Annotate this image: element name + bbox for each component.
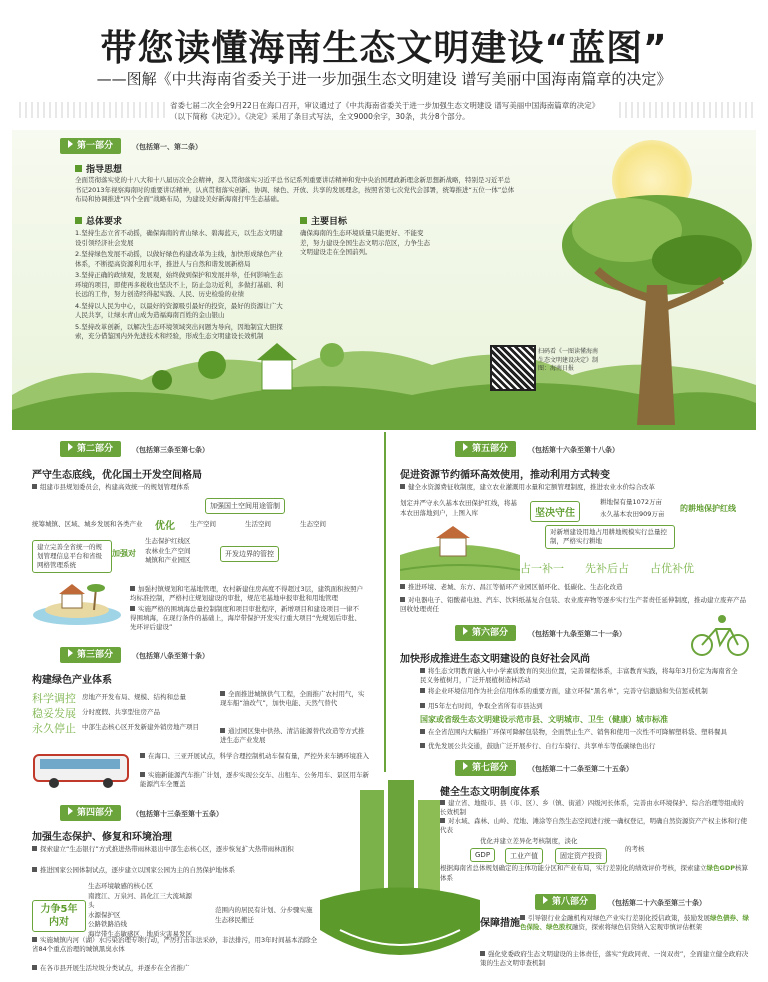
part6-chapters: （包括第十九条至第二十一条） — [528, 630, 626, 638]
heading-marker — [300, 217, 307, 224]
part8-chapters: （包括第二十六条至第三十条） — [608, 899, 706, 907]
part1-label: 第一部分 — [60, 138, 121, 154]
part6-label: 第六部分 — [455, 625, 516, 641]
page-subtitle: ——图解《中共海南省委关于进一步加强生态文明建设 谱写美丽中国海南篇章的决定》 — [96, 70, 672, 88]
page-title: 带您读懂海南生态文明建设“蓝图” — [100, 28, 668, 69]
part6-heading: 加快形成推进生态文明建设的良好社会风尚 — [400, 654, 590, 665]
part4-bullet-4 — [32, 964, 322, 973]
bullet-text: 将生态文明教育融入中小学素质教育的突出位置，完善课程体系，丰富教育实践，将每年3月份定为海南省全民义务植树月，广泛开展植树造林活动 — [420, 667, 738, 684]
flow-item: 生态空间 — [300, 520, 326, 528]
part2-label: 第二部分 — [60, 441, 121, 457]
bullet-icon — [420, 668, 425, 673]
req-item: 2.坚持绿色发展不动摇，以做好绿色构建改革为主线，加快形成绿色产业体系，不断提高资源利用水平，推进人与自然和谐发展新格局 — [75, 250, 283, 268]
flow-left: 统筹城镇、区域、城乡发展和各类产业 — [32, 520, 143, 528]
strive-list — [88, 882, 198, 939]
part3-heading: 构建绿色产业体系 — [32, 675, 112, 686]
goal-heading — [300, 214, 347, 227]
part5-bullet-1 — [400, 483, 750, 492]
part5-heading: 促进资源节约循环高效使用，推动利用方式转变 — [400, 470, 610, 481]
part3-chapters: （包括第八条至第十条） — [132, 652, 209, 660]
part4-bullet-1 — [32, 845, 332, 854]
part7-bullet-2 — [440, 817, 750, 835]
word-steady-text: 分时度假、共享型住房产品 — [82, 708, 160, 716]
bullet-text: 对水域、森林、山岭、荒地、滩涂等自然生态空间进行统一确权登记，明确自然资源资产产权主体和行使代表 — [440, 817, 747, 834]
center-divider — [384, 432, 386, 772]
req-heading — [75, 214, 122, 227]
flow-item: 生活空间 — [245, 520, 271, 528]
bullet-text: 推进环境、老城、东方、昌江等循环产业园区循环化、低碳化、生态化改造 — [408, 583, 623, 591]
strive-item: 水源保护区 — [88, 910, 121, 919]
intro-stripes-left — [15, 102, 165, 118]
bullet-icon — [140, 772, 145, 777]
word-control-text: 房地产开发布局、规模、结构和总量 — [82, 693, 186, 701]
part6-bullet-2 — [420, 687, 740, 696]
bullet-text: 实施新能源汽车推广计划，逐步实现公交车、出租车、公务用车、景区用车新能源汽车全覆盖 — [140, 771, 369, 788]
part6-bullet-5 — [420, 742, 740, 751]
redline-item: 生态保护红线区 — [145, 537, 191, 545]
bullet-icon — [440, 818, 445, 823]
part7-bullet-1 — [440, 799, 750, 817]
bullet-text: 通过园区集中供热、清洁能源替代改造等方式推进生态产业发展 — [220, 727, 365, 744]
flow-optimize: 优化 — [155, 521, 175, 532]
bullet-icon — [32, 937, 37, 942]
guide-title: 指导思想 — [86, 165, 123, 175]
req-item: 1.坚持生态立省不动摇，确保海南的青山绿水、碧海蓝天，以生态文明建设引领经济社会发展 — [75, 229, 283, 247]
strive-item: 海岸带生态敏感区、地质灾害易发区 — [88, 929, 192, 938]
bullet-text: 根据海南省总体规划确定的主体功能分区和产业布局，实行差别化的绩效评价考核，探索建立 — [440, 864, 707, 872]
occupy-box: 对新增建设用地占用耕地规模实行总量控制，严格实行耕地 — [545, 525, 675, 549]
part4-chapters: （包括第十三条至第十五条） — [132, 810, 223, 818]
bullet-text: 强化党委政府生态文明建设的主体责任，落实“党政同责、一岗双责”，全面建立健全政府决策的生态文明审查机制 — [480, 950, 749, 967]
word-stop-text: 中部生态核心区开发新建外销房地产项目 — [82, 723, 199, 731]
qr-code[interactable] — [490, 345, 536, 391]
req-list — [75, 229, 285, 342]
bullet-text: 加强村镇规划和宅基地管理，农村新建住房高度不得超过3层，建筑面积按照户均标准控制，严格村庄规划建设的审批，规范宅基地申报审批和用地管理 — [130, 585, 364, 602]
island-illustration — [32, 580, 122, 625]
part7-label: 第七部分 — [455, 760, 516, 776]
bullet-text: 在海口、三亚开展试点，科学合理控制机动车保有量，严控外来车辆环境准入 — [148, 752, 369, 760]
bullet-icon — [520, 915, 525, 920]
bullet-text: 在各市县开展生活垃圾分类试点，并逐步在全省推广 — [40, 964, 190, 972]
part7-chapters: （包括第二十二条至第二十五条） — [528, 765, 633, 773]
bullet-icon — [480, 951, 485, 956]
strive-item: 生态环境敏感的核心区 — [88, 882, 153, 890]
strive-item: 南渡江、万泉河、昌化江三大流域源头 — [88, 891, 192, 909]
guide-text: 全面贯彻落实党的十八大和十八届历次全会精神，深入贯彻落实习近平总书记系列重要讲话精神和党中央治国理政新理念新思想新战略，特别是习近平总书记2013年视察海南时的重要讲话精神，认真贯彻落实创新、协调、绿色、开放、共享的发展理念，按照省第七次党代会部署，统筹推进“五位一体”总体布局和协调推进“四个全面”战略布局，为建设美好新海南打牢生态基础。 — [75, 176, 515, 203]
part4-heading: 加强生态保护、修复和环境治理 — [32, 832, 172, 843]
qr-caption: 扫码看《一图读懂海南生态文明建设决定》制图：海南日报 — [538, 348, 599, 372]
bullet-icon — [420, 703, 425, 708]
bullet-icon — [420, 729, 425, 734]
part3-bullet-2 — [220, 727, 370, 745]
part5-bullet-3 — [400, 596, 750, 614]
bullet-text: 推进国家公园体制试点，逐步建立以国家公园为主的自然保护地体系 — [40, 866, 235, 874]
field-text: 划定并严守永久基本农田保护红线，将基本农田落地到户，上图入库 — [400, 499, 517, 517]
bullet-text: 组建市县规划委员会，构建高效统一的规划管理体系 — [40, 483, 190, 491]
cultivated-text: 耕地保有量1072万亩 — [600, 498, 663, 506]
assess-text: 优化并建立差异化考核制度，淡化 — [480, 837, 578, 845]
strict-box: 坚决守住 — [530, 501, 580, 522]
platform-box: 建立完善全省统一的规划管理信息平台和省级网格管理系统 — [32, 540, 112, 573]
bullet-icon — [32, 965, 37, 970]
req-item: 5.坚持改革创新，以解决生态环境领域突出问题为导向，因地制宜大胆探索，充分借鉴国内外先进技术和经验，形成生态文明建设长效机制 — [75, 322, 283, 340]
part2-bullet-3 — [130, 605, 365, 632]
heading-marker — [75, 165, 82, 172]
bullet-icon — [400, 584, 405, 589]
basic-farmland-text: 永久基本农田909万亩 — [600, 510, 665, 518]
word-steady: 稳妥发展 — [32, 707, 76, 720]
part7-heading: 健全生态文明制度体系 — [440, 787, 540, 798]
bullet-icon — [32, 484, 37, 489]
bullet-icon — [32, 846, 37, 851]
bullet-icon — [32, 867, 37, 872]
bullet-icon — [130, 606, 135, 611]
heading-marker — [75, 217, 82, 224]
part2-chapters: （包括第三条至第七条） — [132, 446, 209, 454]
tree-illustration — [557, 190, 757, 425]
part5-chapters: （包括第十六条至第十八条） — [528, 446, 619, 454]
bullet-text: 用5年左右时间，争取全省所有市县达到 — [428, 702, 543, 710]
bullet-icon — [400, 597, 405, 602]
part3-bullet-3 — [140, 752, 370, 761]
req-item: 4.坚持以人民为中心，以最好的资源吸引最好的投资，最好的资源让广大人民共享，让绿水青山成为造福海南百姓的金山银山 — [75, 301, 283, 319]
strengthen-text: 加强对 — [112, 549, 136, 558]
part8-heading: 保障措施 — [480, 918, 520, 929]
bullet-icon — [420, 743, 425, 748]
bullet-icon — [140, 753, 145, 758]
part1-chapters: （包括第一、第二条） — [132, 143, 202, 151]
intro-stripes-right — [615, 102, 755, 118]
slogan-3: 占优补优 — [650, 562, 694, 575]
part8-label: 第八部分 — [535, 894, 596, 910]
req-title: 总体要求 — [86, 217, 123, 227]
flow-item: 生产空间 — [190, 520, 216, 528]
req-item: 3.坚持正确的政绩观，发展观，始终做到保护和发展并举，任何影响生态环境的项目，即使再多税收也坚决不上，防止急功近利，多做打基础、利长远的工作，努力创造经得起实践、人民、历史检验的业绩 — [75, 271, 283, 298]
part8-bullet-1 — [520, 914, 752, 932]
bullet-text: 优先发展公共交通，鼓励广泛开展步行、自行车骑行、共享单车等低碳绿色出行 — [428, 742, 656, 750]
assess-item: 工业产值 — [505, 848, 543, 864]
slogan-1: 占一补一 — [520, 562, 564, 575]
part6-bullet-1 — [420, 667, 740, 685]
part3-label: 第三部分 — [60, 647, 121, 663]
strive-box: 力争5年内对 — [32, 900, 86, 932]
word-control: 科学调控 — [32, 692, 76, 705]
redline-list — [145, 537, 215, 566]
titles-text: 国家或省级生态文明建设示范市县、文明城市、卫生（健康）城市标准 — [420, 715, 668, 724]
goal-text: 确保海南的生态环境质量只能更好、不能变差，努力建设全国生态文明示范区，力争生态文明建设走在全国前列。 — [300, 229, 430, 256]
bullet-text-end: 核算体系 — [440, 864, 748, 882]
part2-bullet-2 — [130, 585, 365, 603]
redline-text: 的耕地保护红线 — [680, 504, 736, 513]
bullet-text: 建立省、地级市、县（市、区）、乡（镇、街道）四级河长体系，完善由水环境保护、综合治理等组成的长效机制 — [440, 799, 744, 816]
part2-bullet-1 — [32, 483, 362, 492]
part4-label: 第四部分 — [60, 805, 121, 821]
boundary-box: 开发边界的管控 — [220, 546, 279, 562]
bullet-icon — [130, 586, 135, 591]
bicycle-icon — [690, 615, 750, 657]
bus-illustration — [32, 750, 132, 790]
bullet-text: 实施城镇内河（湖）水污染治理专项行动，严厉打击非法采砂，非法排污，用3年时间基本消除全省84个重点治理的城镇黑臭水体 — [32, 936, 318, 953]
strive-item: 公路铁路沿线 — [88, 920, 127, 928]
part4-bullet-3 — [32, 936, 322, 954]
part4-bullet-2 — [32, 866, 332, 875]
bullet-text: 健全水资源费征收制度，建立农业灌溉用水量和定额管理制度，推进农业水价综合改革 — [408, 483, 655, 491]
bullet-text: 对电器电子、铅酸蓄电池、汽车、饮料纸基复合包装、农业废弃物等逐步实行生产者责任延伸制度，推动建立废弃产品回收处理责任 — [400, 596, 746, 613]
flow-top: 加强国土空间用途管制 — [205, 498, 285, 514]
bullet-text: 将企业环境信用作为社会信用体系的重要方面，建立环保“黑名单”，完善守信激励和失信惩戒机制 — [428, 687, 708, 695]
green-finance-text: 绿色债券、绿色保险、绿色股权 — [520, 914, 749, 931]
migrate-text: 范围内的居民有计划、分步骤实施生态移民搬迁 — [215, 906, 313, 924]
part3-bullet-1 — [220, 690, 370, 708]
bullet-text: 引导银行业金融机构对绿色产业实行差别化授信政策，鼓励发展 — [528, 914, 710, 922]
part6-bullet-3 — [420, 702, 740, 711]
part7-bullet-3 — [440, 864, 750, 883]
bullet-icon — [440, 800, 445, 805]
bullet-text: 探索建立“生态银行”方式推进热带雨林退出中部生态核心区，逐步恢复扩大热带雨林面积 — [40, 845, 294, 853]
bullet-icon — [420, 688, 425, 693]
part5-label: 第五部分 — [455, 441, 516, 457]
assess-item: GDP — [470, 848, 495, 862]
part6-bullet-4 — [420, 728, 740, 737]
part5-bullet-2 — [400, 583, 750, 592]
bullet-text: 实施严格的围填海总量控制制度和项目审批程序，新增项目和建设项目一律不得围填海，在现行条件的基础上，海岸带保护开发实行重大项目“先规划后审批、先环评后建设” — [130, 605, 361, 631]
green-gdp-text: 绿色GDP — [706, 864, 735, 872]
part8-bullet-2 — [480, 950, 752, 968]
bullet-icon — [400, 484, 405, 489]
bullet-icon — [220, 728, 225, 733]
redline-item: 城镇和产业园区 — [145, 556, 191, 564]
part2-heading: 严守生态底线，优化国土开发空间格局 — [32, 470, 202, 481]
goal-title: 主要目标 — [311, 217, 348, 227]
guide-heading — [75, 162, 122, 175]
intro-text: 省委七届二次全会9月22日在海口召开，审议通过了《中共海南省委关于进一步加强生态文明建设 谱写美丽中国海南篇章的决定》（以下简称《决定》）。《决定》采用了条目式写法，全文9000余字，30条，共分8个部分。 — [170, 101, 600, 121]
word-stop: 永久停止 — [32, 722, 76, 735]
bullet-text-end: 融资，探索将绿色信贷纳入宏观审慎评估框架 — [572, 923, 702, 931]
assess-to: 的考核 — [625, 845, 645, 853]
assess-item: 固定资产投资 — [555, 848, 607, 864]
bullet-text: 全面推进城镇供气工程，全面推广农村用气，实现车船“油改气”，加快电能、天然气替代 — [220, 690, 365, 707]
redline-item: 农林业生产空间 — [145, 546, 191, 555]
slogan-2: 先补后占 — [585, 562, 629, 575]
farm-illustration — [400, 520, 520, 580]
bullet-text: 在全省范围内大幅推广环保可降解包装物，全面禁止生产、销售和使用一次性不可降解塑料袋、塑料餐具 — [428, 728, 727, 736]
bullet-icon — [220, 691, 225, 696]
